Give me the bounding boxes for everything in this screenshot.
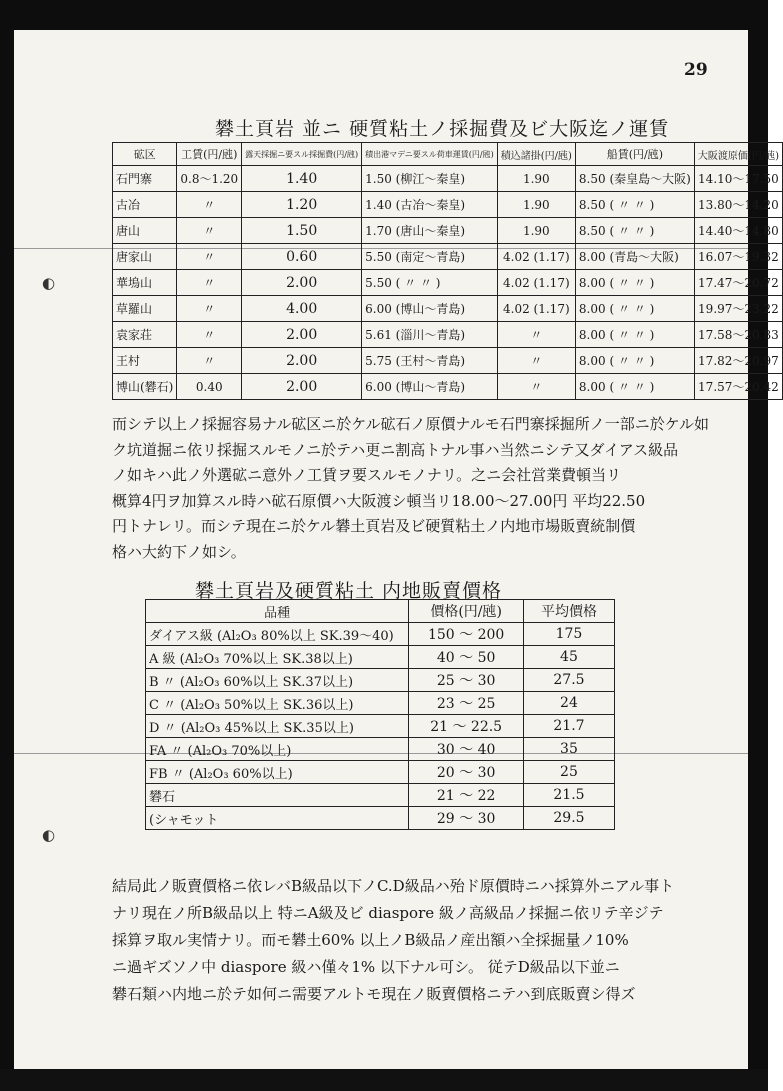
table-cell: 8.00 (青島～大阪) bbox=[575, 244, 694, 270]
table-cell: 〃 bbox=[177, 270, 242, 296]
table-cell: A 級 (Al₂O₃ 70%以上 SK.38以上) bbox=[146, 646, 409, 669]
table2-title: 礬土頁岩及硬質粘土 内地販賣價格 bbox=[195, 580, 503, 602]
paragraph-1 bbox=[112, 412, 712, 565]
table-row bbox=[146, 738, 615, 761]
table-cell: 20 ～ 30 bbox=[409, 761, 524, 784]
table-cell: 1.90 bbox=[497, 218, 575, 244]
table-cell: 1.90 bbox=[497, 166, 575, 192]
table-row bbox=[113, 296, 783, 322]
table-cell: 45 bbox=[523, 646, 614, 669]
table-cell: 40 ～ 50 bbox=[409, 646, 524, 669]
table-cell: 〃 bbox=[497, 348, 575, 374]
table-cell: 2.00 bbox=[242, 270, 362, 296]
text-line: ク坑道掘ニ依リ採掘スルモノニ於テハ更ニ割高トナル事ハ当然ニシテ又ダイアス級品 bbox=[112, 440, 679, 459]
table-cell: 17.57～20.42 bbox=[694, 374, 782, 400]
table-cell: FB 〃 (Al₂O₃ 60%以上) bbox=[146, 761, 409, 784]
table-cell: 5.50 ( 〃 〃 ) bbox=[362, 270, 498, 296]
table-cell: FA 〃 (Al₂O₃ 70%以上) bbox=[146, 738, 409, 761]
table-row bbox=[146, 623, 615, 646]
table-cell: 唐山 bbox=[113, 218, 177, 244]
table-cell: 〃 bbox=[177, 348, 242, 374]
table-cell: C 〃 (Al₂O₃ 50%以上 SK.36以上) bbox=[146, 692, 409, 715]
table-cell: 29.5 bbox=[523, 807, 614, 830]
table-row bbox=[146, 692, 615, 715]
table-cell: 8.50 ( 〃 〃 ) bbox=[575, 192, 694, 218]
table-cell: 19.97～23.22 bbox=[694, 296, 782, 322]
text-line: 結局此ノ販賣價格ニ依レバB級品以下ノC.D級品ハ殆ド原價時ニハ採算外ニアル事ト bbox=[112, 877, 675, 895]
table-cell: 17.58～20.83 bbox=[694, 322, 782, 348]
table-cell: 2.00 bbox=[242, 348, 362, 374]
table-cell: 5.75 (王村～青島) bbox=[362, 348, 498, 374]
table-cell: 1.20 bbox=[242, 192, 362, 218]
margin-mark-icon: ◐ bbox=[42, 274, 56, 292]
table-cell: 8.00 ( 〃 〃 ) bbox=[575, 296, 694, 322]
table-cell: 5.50 (南定～青島) bbox=[362, 244, 498, 270]
table-cell: 華塢山 bbox=[113, 270, 177, 296]
table-cell: 〃 bbox=[177, 322, 242, 348]
column-header: 工賃(円/瓲) bbox=[177, 143, 242, 166]
table-cell: B 〃 (Al₂O₃ 60%以上 SK.37以上) bbox=[146, 669, 409, 692]
table-cell: 〃 bbox=[497, 322, 575, 348]
table-cell: 0.40 bbox=[177, 374, 242, 400]
table-cell: 4.02 (1.17) bbox=[497, 296, 575, 322]
table-cell: 21.7 bbox=[523, 715, 614, 738]
text-line: 概算4円ヲ加算スル時ハ砿石原價ハ大阪渡シ頓当リ18.00～27.00円 平均22.50 bbox=[112, 491, 646, 510]
table-cell: 〃 bbox=[177, 218, 242, 244]
table-cell: 草羅山 bbox=[113, 296, 177, 322]
text-line: ニ過ギズソノ中 diaspore 級ハ僅々1% 以下ナル可シ。 従テD級品以下並ニ bbox=[112, 958, 620, 976]
table-cell: 8.00 ( 〃 〃 ) bbox=[575, 322, 694, 348]
table-cell: 4.02 (1.17) bbox=[497, 244, 575, 270]
table-cell: 1.50 bbox=[242, 218, 362, 244]
table-cell: 2.00 bbox=[242, 374, 362, 400]
table-cell: 1.40 (古冶～秦皇) bbox=[362, 192, 498, 218]
table-cell: 8.50 ( 〃 〃 ) bbox=[575, 218, 694, 244]
table-cell: 1.40 bbox=[242, 166, 362, 192]
column-header: 積込諸掛(円/瓲) bbox=[497, 143, 575, 166]
table-cell: 唐家山 bbox=[113, 244, 177, 270]
column-header: 船賃(円/瓲) bbox=[575, 143, 694, 166]
table-cell: 8.00 ( 〃 〃 ) bbox=[575, 348, 694, 374]
table-row bbox=[113, 218, 783, 244]
margin-mark-icon: ◐ bbox=[42, 826, 56, 844]
table-row bbox=[146, 807, 615, 830]
table-cell: 〃 bbox=[177, 244, 242, 270]
column-header: 露天採掘ニ要スル採掘費(円/瓲) bbox=[242, 143, 362, 166]
text-line: 円トナレリ。而シテ現在ニ於ケル礬土頁岩及ビ硬質粘土ノ内地市場販賣統制價 bbox=[112, 517, 636, 535]
scan-border-left bbox=[0, 0, 14, 1091]
table-row bbox=[146, 669, 615, 692]
column-header: 大阪渡原価(円/瓲) bbox=[694, 143, 782, 166]
table-cell: 17.82～20.97 bbox=[694, 348, 782, 374]
table-cell: 2.00 bbox=[242, 322, 362, 348]
table-cell: 24 bbox=[523, 692, 614, 715]
table-cell: 袁家荘 bbox=[113, 322, 177, 348]
table-cell: 6.00 (博山～青島) bbox=[362, 296, 498, 322]
table-header-row bbox=[113, 143, 783, 166]
table-row bbox=[113, 166, 783, 192]
market-price-table bbox=[145, 599, 615, 830]
table-cell: 5.61 (淄川～青島) bbox=[362, 322, 498, 348]
table-cell: 17.47～20.72 bbox=[694, 270, 782, 296]
mining-cost-table bbox=[112, 142, 783, 400]
table-cell: 8.00 ( 〃 〃 ) bbox=[575, 270, 694, 296]
table-row bbox=[113, 374, 783, 400]
table-row bbox=[113, 192, 783, 218]
table-cell: 博山(礬石) bbox=[113, 374, 177, 400]
table-cell: 王村 bbox=[113, 348, 177, 374]
table-cell: 〃 bbox=[177, 192, 242, 218]
scan-border-top bbox=[0, 0, 768, 30]
text-line: 格ハ大約下ノ如シ。 bbox=[112, 542, 246, 561]
table-cell: 14.10～17.50 bbox=[694, 166, 782, 192]
table-row bbox=[113, 348, 783, 374]
table-cell: 13.80～14.20 bbox=[694, 192, 782, 218]
table-cell: 23 ～ 25 bbox=[409, 692, 524, 715]
table-row bbox=[146, 715, 615, 738]
table-row bbox=[146, 784, 615, 807]
text-line: ナリ現在ノ所B級品以上 特ニA級及ビ diaspore 級ノ高級品ノ採掘ニ依リテ辛ジテ bbox=[112, 904, 664, 922]
table-row bbox=[146, 646, 615, 669]
table-cell: 1.50 (柳江～秦皇) bbox=[362, 166, 498, 192]
table-row bbox=[113, 270, 783, 296]
table-cell: 30 ～ 40 bbox=[409, 738, 524, 761]
column-header: 砿区 bbox=[113, 143, 177, 166]
table-cell: 〃 bbox=[177, 296, 242, 322]
table-cell: 21 ～ 22.5 bbox=[409, 715, 524, 738]
table-cell: 石門寨 bbox=[113, 166, 177, 192]
table-cell: 0.8～1.20 bbox=[177, 166, 242, 192]
table-cell: 1.90 bbox=[497, 192, 575, 218]
table-header-row bbox=[146, 600, 615, 623]
table-cell: 175 bbox=[523, 623, 614, 646]
paragraph-2 bbox=[112, 873, 712, 1008]
table-cell: 礬石 bbox=[146, 784, 409, 807]
table-cell: 16.07～19.32 bbox=[694, 244, 782, 270]
table-cell: 8.00 ( 〃 〃 ) bbox=[575, 374, 694, 400]
table-cell: 1.70 (唐山～秦皇) bbox=[362, 218, 498, 244]
table-cell: 21 ～ 22 bbox=[409, 784, 524, 807]
table-cell: 古冶 bbox=[113, 192, 177, 218]
table-cell: 4.02 (1.17) bbox=[497, 270, 575, 296]
table-cell: 6.00 (博山～青島) bbox=[362, 374, 498, 400]
column-header: 積出港マデニ要スル荷車運賃(円/瓲) bbox=[362, 143, 498, 166]
table-cell: 0.60 bbox=[242, 244, 362, 270]
table-row bbox=[146, 761, 615, 784]
text-line: 採算ヲ取ル実情ナリ。而モ礬土60% 以上ノB級品ノ産出額ハ全採掘量ノ10% bbox=[112, 931, 629, 949]
table-cell: (シャモット bbox=[146, 807, 409, 830]
table-cell: 150 ～ 200 bbox=[409, 623, 524, 646]
table1-title: 礬土頁岩 並ニ 硬質粘土ノ採掘費及ビ大阪迄ノ運賃 bbox=[215, 118, 670, 140]
table-cell: 25 bbox=[523, 761, 614, 784]
table-cell: 4.00 bbox=[242, 296, 362, 322]
scan-border-bottom bbox=[0, 1069, 768, 1091]
page-number: 29 bbox=[684, 60, 708, 80]
column-header: 平均價格 bbox=[523, 600, 614, 623]
table-row bbox=[113, 322, 783, 348]
text-line: ノ如キハ此ノ外選砿ニ意外ノ工賃ヲ要スルモノナリ。之ニ会社営業費頓当リ bbox=[112, 466, 622, 484]
table-cell: 29 ～ 30 bbox=[409, 807, 524, 830]
table-cell: D 〃 (Al₂O₃ 45%以上 SK.35以上) bbox=[146, 715, 409, 738]
column-header: 品種 bbox=[146, 600, 409, 623]
column-header: 價格(円/瓲) bbox=[409, 600, 524, 623]
table-cell: 25 ～ 30 bbox=[409, 669, 524, 692]
table-cell: 14.40～14.80 bbox=[694, 218, 782, 244]
table-row bbox=[113, 244, 783, 270]
table-cell: 〃 bbox=[497, 374, 575, 400]
table-cell: 35 bbox=[523, 738, 614, 761]
table-cell: 21.5 bbox=[523, 784, 614, 807]
table-cell: 8.50 (秦皇島～大阪) bbox=[575, 166, 694, 192]
table-cell: 27.5 bbox=[523, 669, 614, 692]
text-line: 而シテ以上ノ採掘容易ナル砿区ニ於ケル砿石ノ原價ナルモ石門寨採掘所ノ一部ニ於ケル如 bbox=[112, 415, 710, 433]
table-cell: ダイアス級 (Al₂O₃ 80%以上 SK.39～40) bbox=[146, 623, 409, 646]
text-line: 礬石類ハ内地ニ於テ如何ニ需要アルトモ現在ノ販賣價格ニテハ到底販賣シ得ズ bbox=[112, 985, 636, 1003]
